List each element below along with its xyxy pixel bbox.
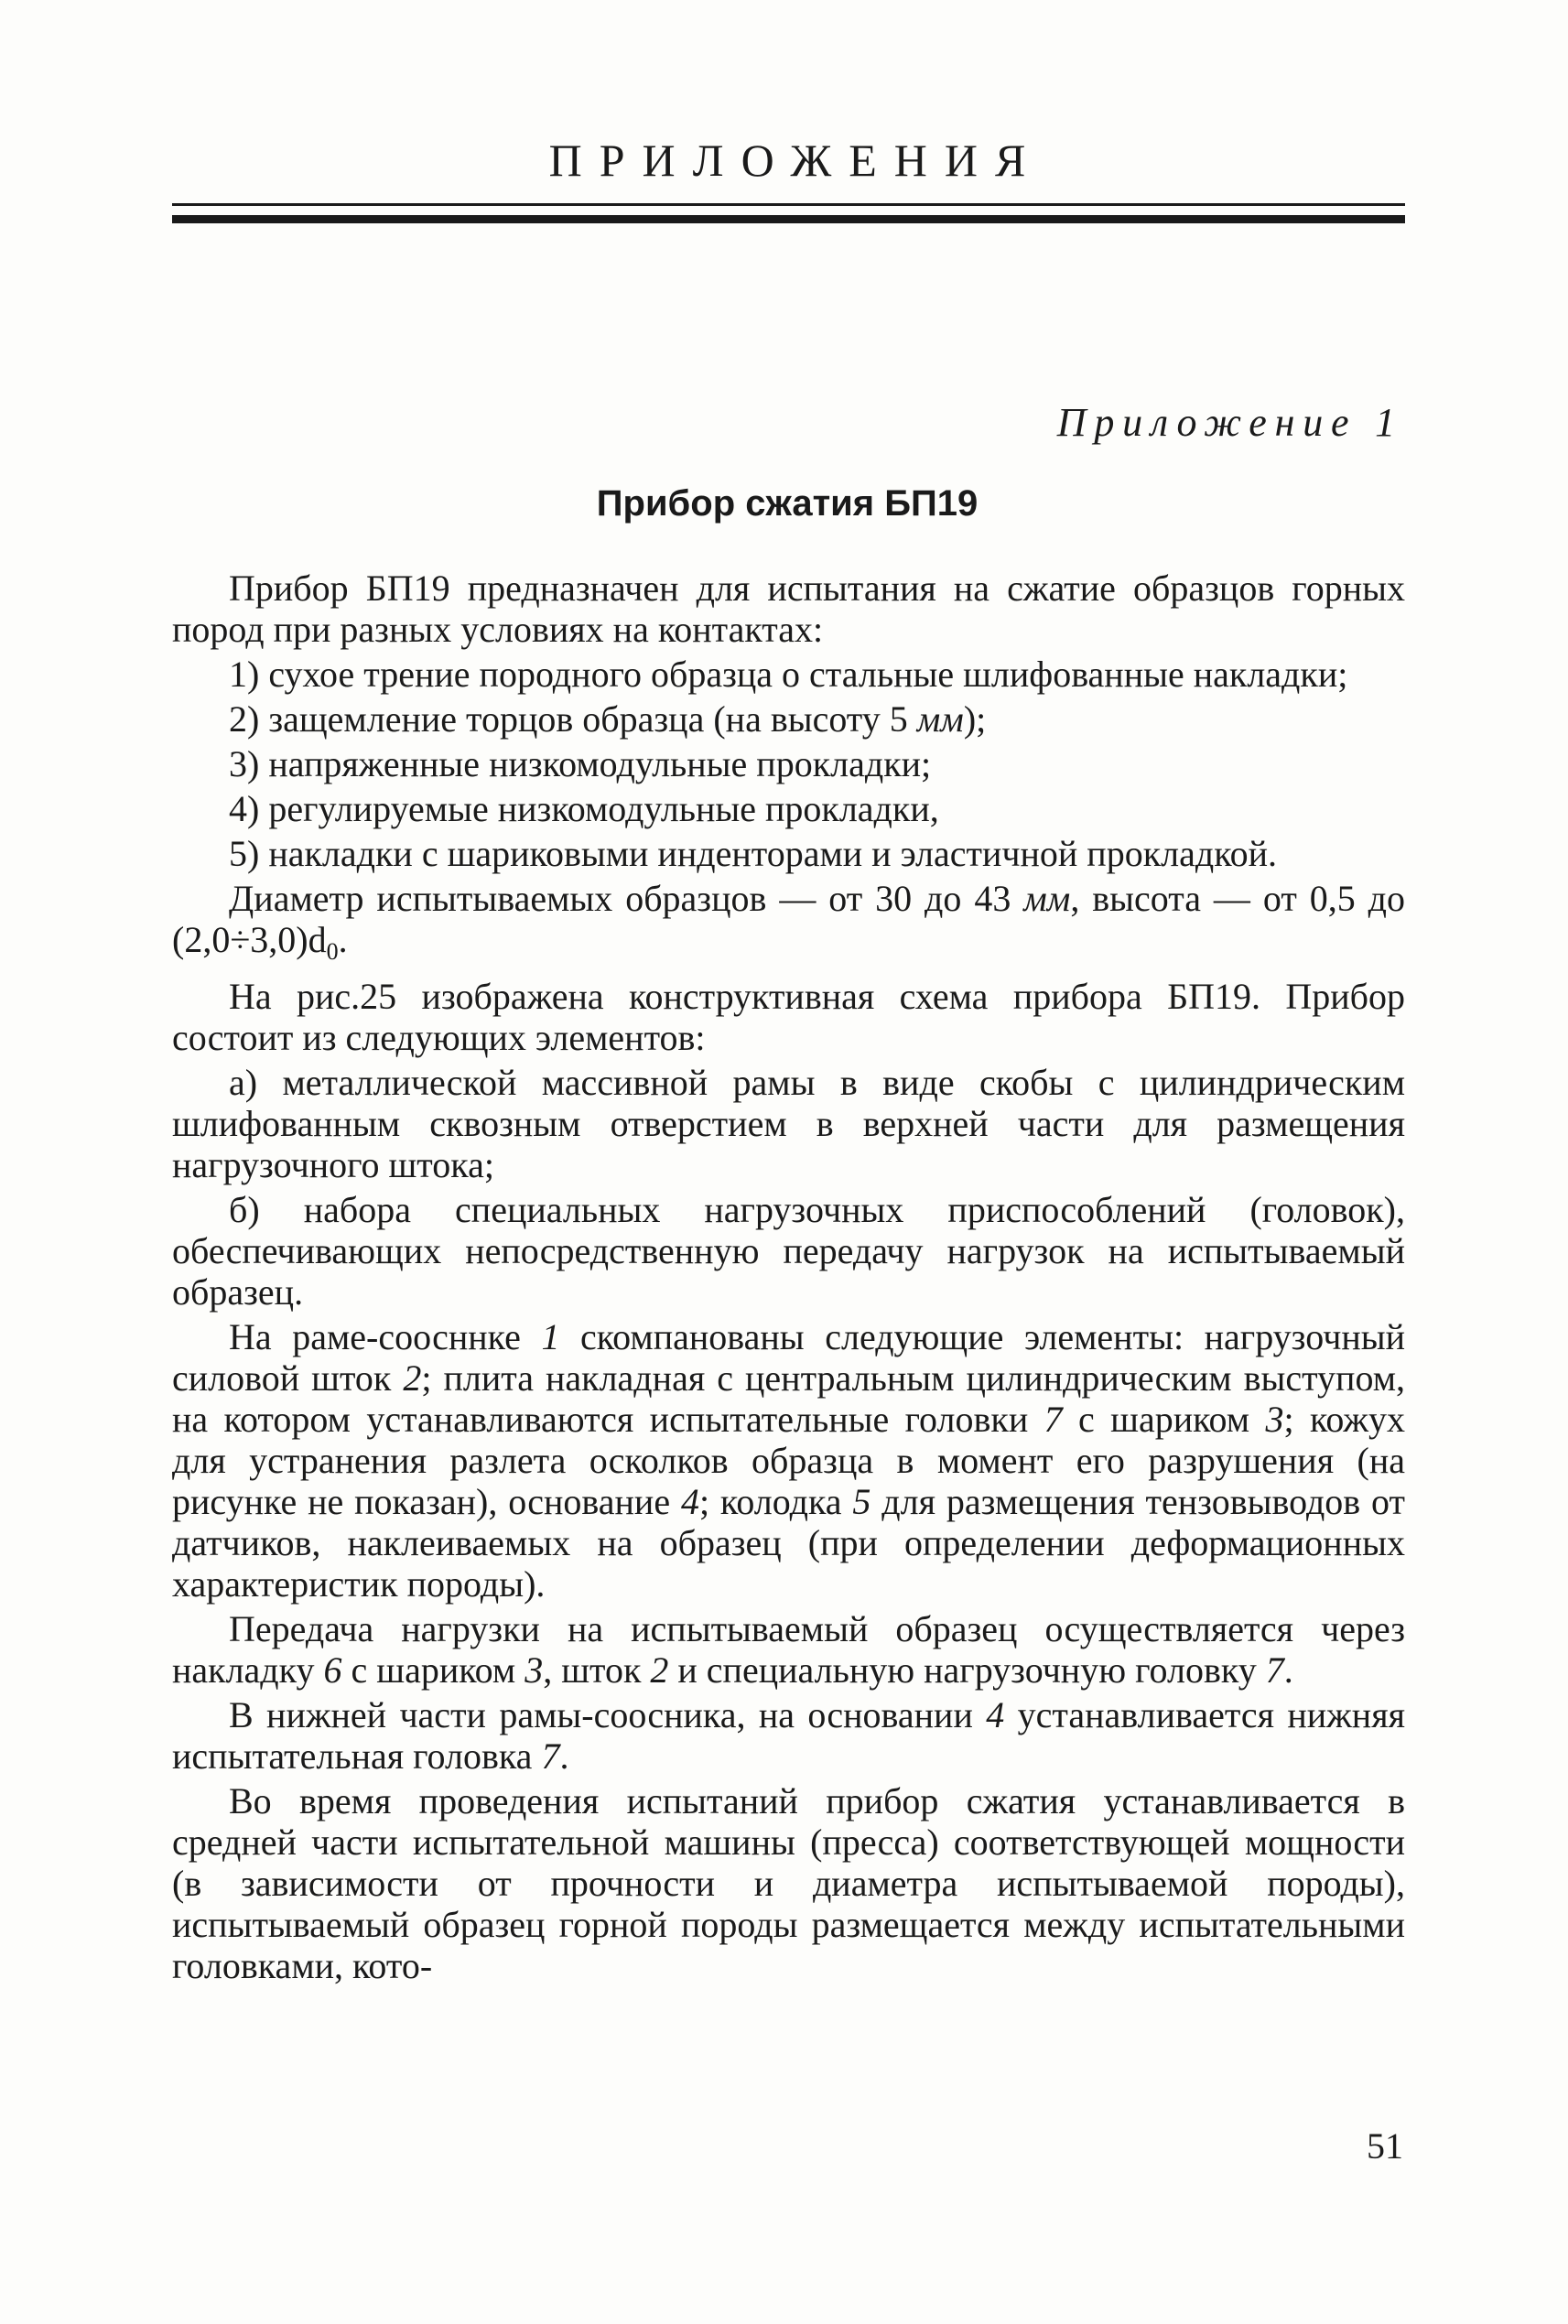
section-title: Прибор сжатия БП19 bbox=[596, 483, 979, 524]
paragraph-load-transfer bbox=[172, 1608, 1405, 1691]
frame-text-3: ; плита накладная с центральным цилиндрическим выступом, на котором устанавливаются испытательные головки bbox=[172, 1357, 1406, 1440]
appendix-label: Приложение 1 bbox=[1056, 400, 1403, 445]
frame-text-1: На раме-соосннке bbox=[229, 1316, 542, 1357]
paragraph-frame-elements bbox=[172, 1316, 1405, 1605]
page-number: 51 bbox=[1367, 2125, 1403, 2167]
list-item-b: б) набора специальных нагрузочных приспособлений (головок), обеспечивающих непосредственную передачу нагрузок на испытываемый образец. bbox=[172, 1189, 1405, 1313]
ref-number-6: 6 bbox=[323, 1649, 342, 1691]
header-double-rule bbox=[172, 203, 1405, 229]
list-item-4: 4) регулируемые низкомодульные прокладки, bbox=[229, 788, 939, 829]
ref-number-4: 4 bbox=[680, 1481, 699, 1522]
list-item-2-text-a: 2) защемление торцов образца (на высоту 5 bbox=[229, 698, 917, 740]
frame-text-2: скомпанованы следующие элементы: нагрузочный силовой шток bbox=[172, 1316, 1405, 1399]
list-item-2 bbox=[172, 698, 1405, 740]
load-text-1: Передача нагрузки на испытываемый образец осуществляется через накладку bbox=[172, 1608, 1405, 1691]
diameter-text-c: . bbox=[338, 919, 348, 960]
unit-mm: мм bbox=[916, 698, 964, 740]
paragraph-intro: Прибор БП19 предназначен для испытания на сжатие образцов горных пород при разных условиях на контактах: bbox=[172, 567, 1405, 650]
unit-mm: мм bbox=[1023, 878, 1071, 919]
ref-number-7: 7 bbox=[541, 1735, 560, 1777]
header-rule-thick bbox=[172, 215, 1405, 223]
paragraph-testing-procedure: Во время проведения испытаний прибор сжатия устанавливается в средней части испытательной машины (пресса) соответствующей мощности (в зависимости от прочности и диаметра испытываемой породы), испытываемый образец горной породы размещается между испытательными головками, кото- bbox=[172, 1780, 1405, 1986]
paragraph-lower-head bbox=[172, 1694, 1405, 1777]
ref-number-3: 3 bbox=[1265, 1399, 1284, 1440]
frame-text-7: для размещения тензовыводов от датчиков, наклеиваемых на образец (при определении деформационных характеристик породы). bbox=[172, 1481, 1406, 1605]
lower-text-2: устанавливается нижняя испытательная головка bbox=[172, 1694, 1405, 1777]
running-head-title: ПРИЛОЖЕНИЯ bbox=[548, 135, 1044, 186]
ref-number-2: 2 bbox=[650, 1649, 669, 1691]
ref-number-1: 1 bbox=[541, 1316, 560, 1357]
load-text-3: , шток bbox=[543, 1649, 651, 1691]
list-item-2-text-b: ); bbox=[963, 698, 987, 740]
lower-text-1: В нижней части рамы-соосника, на основании bbox=[229, 1694, 987, 1735]
header-rule-thin bbox=[172, 203, 1405, 206]
load-text-4: и специальную нагрузочную головку bbox=[668, 1649, 1266, 1691]
ref-number-4: 4 bbox=[986, 1694, 1005, 1735]
ref-number-5: 5 bbox=[852, 1481, 871, 1522]
list-item-5: 5) накладки с шариковыми инденторами и эластичной прокладкой. bbox=[229, 833, 1278, 874]
body-text bbox=[172, 567, 1405, 1990]
diameter-text-b: , высота — от 0,5 до (2,0÷3,0)d bbox=[172, 878, 1406, 960]
list-item-1: 1) сухое трение породного образца о стальные шлифованные накладки; bbox=[229, 654, 1348, 695]
list-item-3: 3) напряженные низкомодульные прокладки; bbox=[229, 743, 932, 784]
load-text-5: . bbox=[1283, 1649, 1293, 1691]
diameter-subscript: 0 bbox=[326, 938, 339, 965]
ref-number-2: 2 bbox=[403, 1357, 422, 1399]
frame-text-5: ; кожух для устранения разлета осколков образца в момент его разрушения (на рисунке не показан), основание bbox=[172, 1399, 1405, 1522]
list-item-a: а) металлической массивной рамы в виде скобы с цилиндрическим шлифованным сквозным отверстием в верхней части для размещения нагрузочного штока; bbox=[172, 1062, 1405, 1185]
diameter-text-a: Диаметр испытываемых образцов — от 30 до 43 bbox=[229, 878, 1024, 919]
frame-text-4: с шариком bbox=[1062, 1399, 1266, 1440]
ref-number-7: 7 bbox=[1044, 1399, 1063, 1440]
lower-text-3: . bbox=[559, 1735, 569, 1777]
paragraph-figure-reference: На рис.25 изображена конструктивная схема прибора БП19. Прибор состоит из следующих элементов: bbox=[172, 976, 1405, 1058]
frame-text-6: ; колодка bbox=[698, 1481, 853, 1522]
load-text-2: с шариком bbox=[341, 1649, 525, 1691]
ref-number-7: 7 bbox=[1265, 1649, 1284, 1691]
ref-number-3: 3 bbox=[524, 1649, 544, 1691]
paragraph-diameter bbox=[172, 878, 1405, 972]
